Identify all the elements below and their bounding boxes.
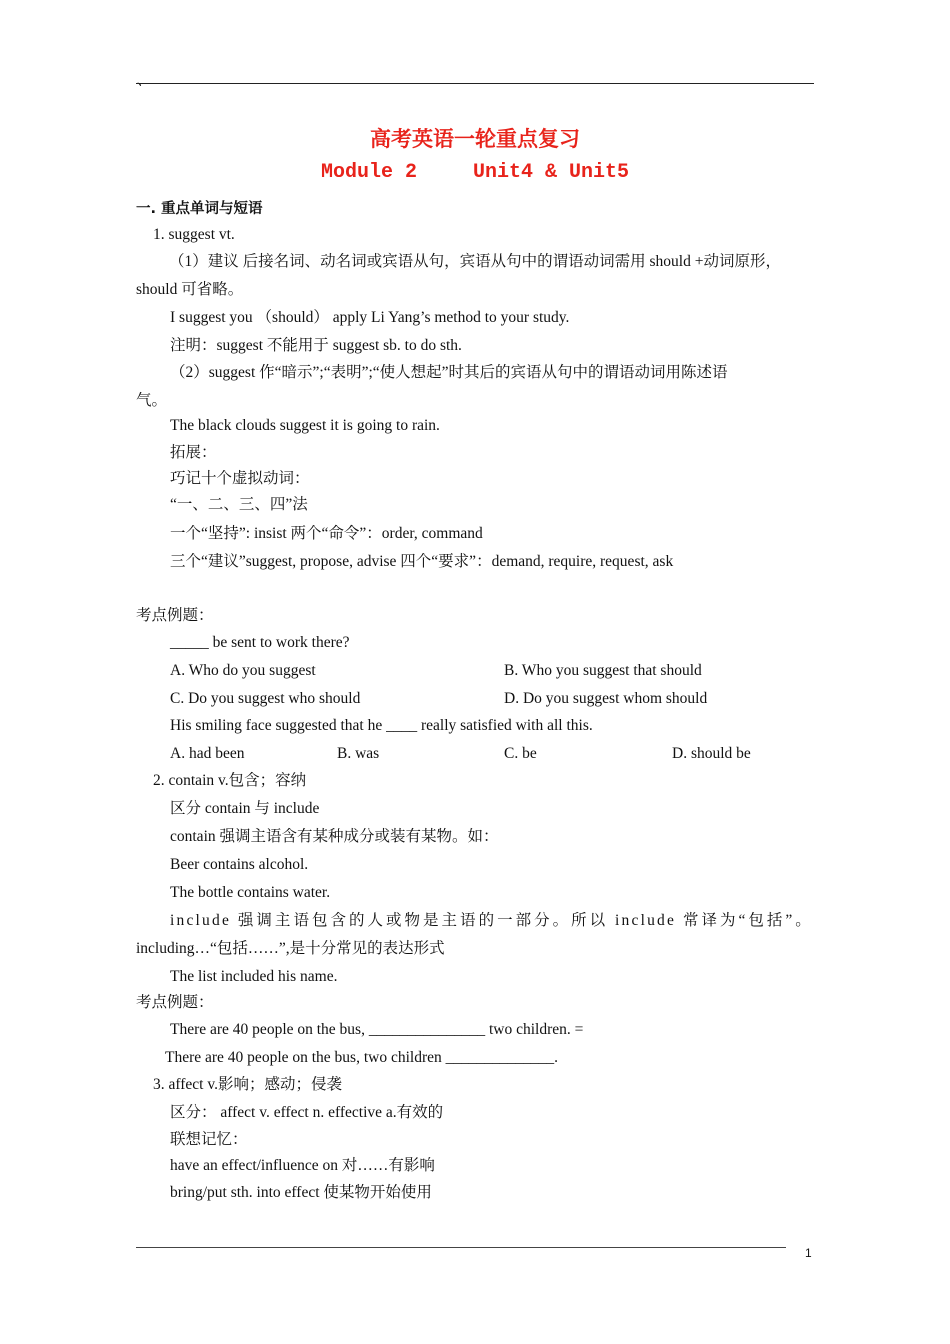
question-2: His smiling face suggested that he ____ really satisfied with all this.: [170, 717, 593, 734]
item2-example3: The list included his name.: [170, 968, 338, 985]
page-subtitle: [0, 161, 950, 184]
option-b: B. Who you suggest that should: [504, 662, 702, 679]
exam-label-1: 考点例题：: [136, 607, 214, 624]
exam-label-2: 考点例题：: [136, 994, 214, 1011]
footer-rule: [136, 1247, 786, 1248]
item1-p2-line2: 气。: [136, 392, 168, 409]
item2-contain-def: contain 强调主语含有某种成分或装有某物。如：: [170, 828, 499, 845]
units-label: Unit4 & Unit5: [472, 161, 630, 184]
item2-include-line2: including…“包括……”,是十分常见的表达形式: [136, 940, 445, 957]
option-a: A. had been: [170, 745, 245, 762]
item1-p1-line2: should 可省略。: [136, 281, 244, 298]
item1-line-b: 三个“建议”suggest, propose, advise 四个“要求”：demand, require, request, ask: [170, 553, 674, 570]
item1-note: 注明：suggest 不能用于 suggest sb. to do sth.: [170, 337, 462, 354]
option-d: D. Do you suggest whom should: [504, 690, 708, 707]
option-c: C. Do you suggest who should: [170, 690, 361, 707]
item1-line-a: 一个“坚持”: insist 两个“命令”：order, command: [170, 525, 483, 542]
item1-p1-line1: （1）建议 后接名词、动名词或宾语从句，宾语从句中的谓语动词需用 should +动词原形，: [169, 253, 781, 270]
module-label: Module 2: [320, 161, 417, 184]
item2-include-line1: [170, 911, 813, 931]
item1-example1: I suggest you （should） apply Li Yang’s method to your study.: [170, 309, 570, 326]
item1-extension: 拓展：: [170, 444, 217, 461]
header-mark: 、: [137, 74, 151, 89]
item1-rule: “一、二、三、四”法: [170, 496, 308, 513]
header-rule: [136, 83, 814, 84]
section-heading: 一. 重点单词与短语: [136, 201, 263, 217]
item3-phrase1: have an effect/influence on 对……有影响: [170, 1157, 435, 1174]
item3-phrase2: bring/put sth. into effect 使某物开始使用: [170, 1184, 432, 1201]
item1-p2-line1: （2）suggest 作“暗示”;“表明”;“使人想起”时其后的宾语从句中的谓语动词用陈述语: [170, 364, 728, 381]
question-1: _____ be sent to work there?: [170, 634, 350, 651]
item2-head: 2. contain v.包含；容纳: [153, 772, 307, 789]
item1-example2: The black clouds suggest it is going to rain.: [170, 417, 440, 434]
item1-memo: 巧记十个虚拟动词：: [170, 470, 310, 487]
option-a: A. Who do you suggest: [170, 662, 316, 679]
item3-head: 3. affect v.影响；感动；侵袭: [153, 1076, 342, 1093]
item3-diff: 区分： affect v. effect n. effective a.有效的: [170, 1104, 444, 1121]
page-number: 1: [805, 1246, 812, 1260]
option-c: C. be: [504, 745, 537, 762]
option-d: D. should be: [672, 745, 751, 762]
item1-head: 1. suggest vt.: [153, 226, 235, 243]
page-title: 高考英语一轮重点复习: [370, 127, 580, 151]
option-b: B. was: [337, 745, 380, 762]
item3-assoc: 联想记忆：: [170, 1131, 248, 1148]
item2-diff: 区分 contain 与 include: [170, 800, 320, 817]
question-4: There are 40 people on the bus, two children ______________.: [165, 1049, 559, 1066]
item2-example2: The bottle contains water.: [170, 884, 331, 901]
question-3: There are 40 people on the bus, _______________ two children. =: [170, 1021, 584, 1038]
item2-example1: Beer contains alcohol.: [170, 856, 309, 873]
item2-include-text: include 强调主语包含的人或物是主语的一部分。所以 include 常译为“包括”。: [170, 912, 813, 929]
